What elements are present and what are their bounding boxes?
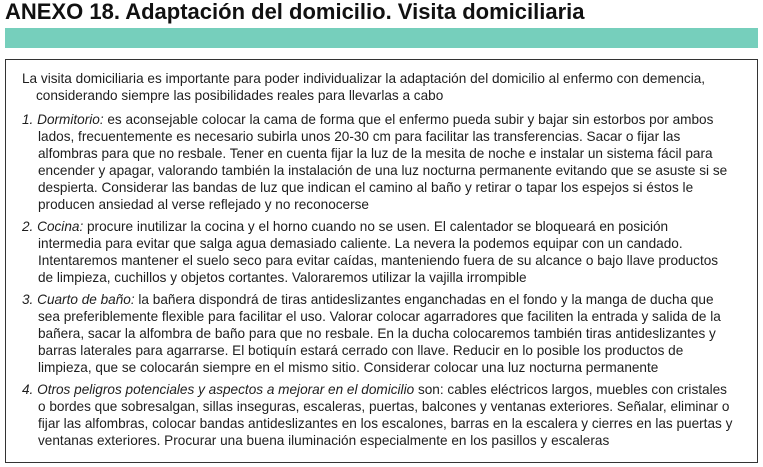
item-line: ventanas exteriores. Procurar una buena iluminación especialmente en los pasillos y escaleras bbox=[38, 433, 610, 448]
list-item-cuarto-de-bano bbox=[22, 291, 757, 376]
list-item-dormitorio bbox=[22, 111, 757, 213]
item-line: bañera, sacar la alfombra de baño para que no resbale. En la ducha colocaremos también tiras antideslizantes y bbox=[38, 326, 716, 341]
item-first-line bbox=[22, 291, 757, 308]
item-line: barras laterales para agarrarse. El botiquín estará cerrado con llave. Reducir en lo posible los productos de bbox=[38, 343, 684, 358]
item-line: lados, frecuentemente es necesario subirla unos 20-30 cm para facilitar las transferencias. Sacar o fijar las bbox=[38, 129, 681, 144]
content-box bbox=[5, 59, 758, 463]
item-line: intermedia para evitar que salga agua demasiado caliente. La nevera la podemos equipar con un candado. bbox=[38, 236, 683, 251]
item-first-line bbox=[22, 381, 757, 398]
item-number: 4. bbox=[22, 382, 34, 397]
item-number: 3. bbox=[22, 292, 34, 307]
item-label: Cocina: bbox=[37, 219, 84, 234]
item-number: 2. bbox=[22, 219, 34, 234]
item-number: 1. bbox=[22, 112, 34, 127]
item-line: o bordes que sobresalgan, sillas inseguras, escaleras, puertas, balcones y ventanas exteriores. Señalar, eliminar o bbox=[38, 399, 730, 414]
item-text: son: cables eléctricos largos, muebles con cristales bbox=[417, 382, 727, 397]
item-line: despierta. Considerar las bandas de luz que indican el camino al baño y retirar o tapar los espejos si éstos le bbox=[38, 180, 694, 195]
item-line: limpieza, que se colocarán siempre en el mismo sitio. Considerar colocar una luz nocturna permanente bbox=[38, 360, 659, 375]
intro-line: La visita domiciliaria es importante para poder individualizar la adaptación del domicilio al enfermo con demencia, bbox=[22, 71, 706, 86]
item-label: Cuarto de baño: bbox=[37, 292, 135, 307]
title-accent-bar bbox=[5, 28, 758, 48]
item-text: procure inutilizar la cocina y el horno cuando no se usen. El calentador se bloqueará en posición bbox=[87, 219, 669, 234]
item-first-line bbox=[22, 111, 757, 128]
item-line: Intentaremos mantener el suelo seco para evitar caídas, manteniendo fuera de su alcance o bajo llave productos bbox=[38, 253, 719, 268]
list-item-otros-peligros bbox=[22, 381, 757, 449]
item-line: alfombras para que no resbale. Tener en cuenta fijar la luz de la mesita de noche e instalar un sistema fácil para bbox=[38, 146, 713, 161]
item-line: encender y apagar, valorando también la instalación de una luz nocturna permanente evitando que se asuste si se bbox=[38, 163, 728, 178]
item-line: fijar las alfombras, colocar bandas antideslizantes en los escalones, barras en la escalera y cierres en las puertas y bbox=[38, 416, 733, 431]
list-item-cocina bbox=[22, 218, 757, 286]
intro-paragraph bbox=[22, 70, 757, 104]
item-line: de limpieza, cuchillos y objetos cortantes. Valoraremos utilizar la vajilla irrompible bbox=[38, 270, 527, 285]
item-text: es aconsejable colocar la cama de forma que el enfermo pueda subir y bajar sin estorbos por ambos bbox=[107, 112, 714, 127]
intro-line: considerando siempre las posibilidades reales para llevarlas a cabo bbox=[36, 88, 444, 103]
item-line: sea preferiblemente flexible para facilitar el uso. Valorar colocar agarradores que faciliten la entrada y salida de la bbox=[38, 309, 721, 324]
item-first-line bbox=[22, 218, 757, 235]
document-title: ANEXO 18. Adaptación del domicilio. Visita domiciliaria bbox=[5, 0, 585, 24]
item-label: Dormitorio: bbox=[37, 112, 104, 127]
item-text: la bañera dispondrá de tiras antideslizantes enganchadas en el fondo y la manga de ducha que bbox=[138, 292, 714, 307]
item-line: producen ansiedad al verse reflejado y no reconocerse bbox=[38, 197, 369, 212]
item-label: Otros peligros potenciales y aspectos a mejorar en el domicilio bbox=[37, 382, 415, 397]
